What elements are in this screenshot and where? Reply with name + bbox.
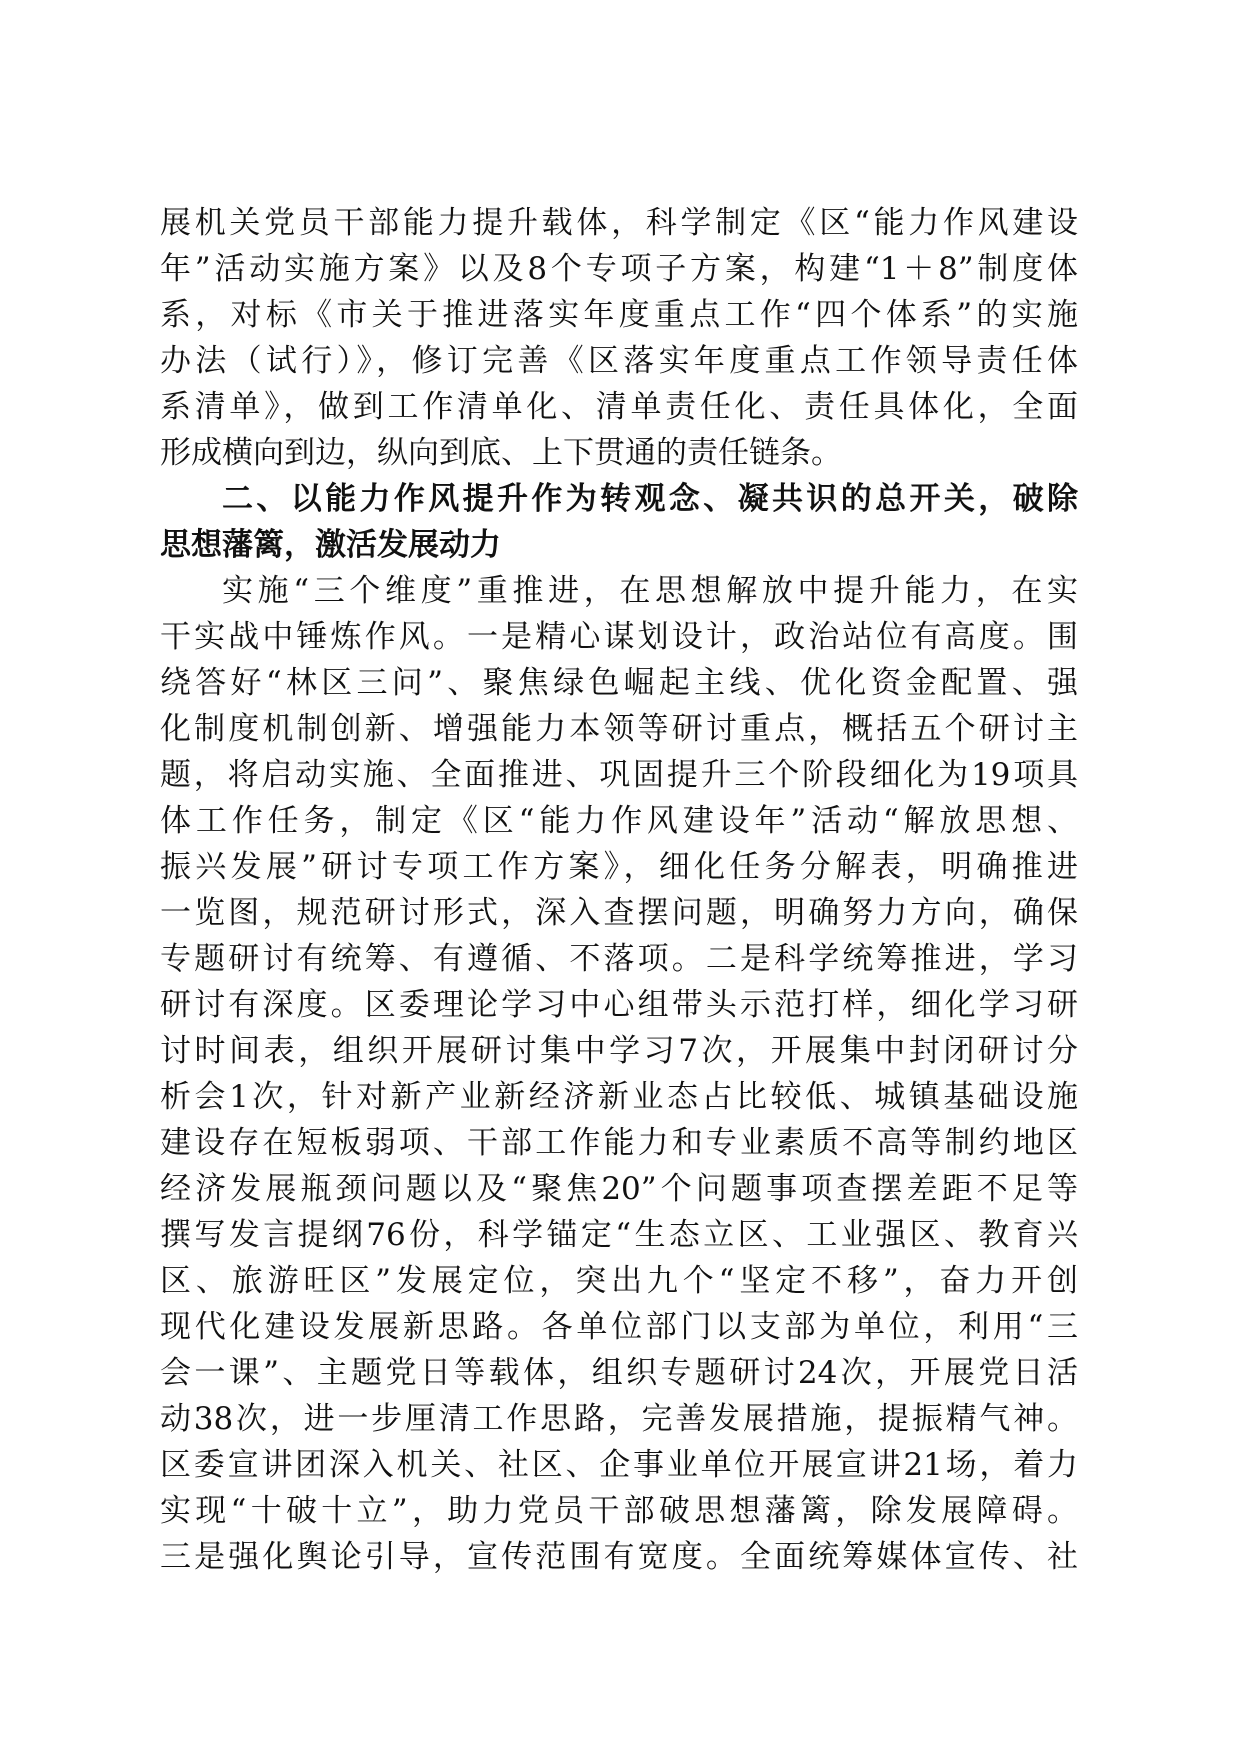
document-body xyxy=(160,200,1078,1580)
paragraph-line: 系清单》，做到工作清单化、清单责任化、责任具体化，全面 xyxy=(160,389,1078,425)
paragraph-line: 年”活动实施方案》以及8个专项子方案，构建“1＋8”制度体 xyxy=(160,251,1078,287)
paragraph-line: 区委宣讲团深入机关、社区、企事业单位开展宣讲21场，着力 xyxy=(160,1447,1078,1483)
paragraph-line: 撰写发言提纲76份，科学锚定“生态立区、工业强区、教育兴 xyxy=(160,1217,1078,1253)
paragraph-line: 题，将启动实施、全面推进、巩固提升三个阶段细化为19项具 xyxy=(160,757,1078,793)
heading-line: 思想藩篱，激活发展动力 xyxy=(160,527,501,563)
paragraph-line: 会一课”、主题党日等载体，组织专题研讨24次，开展党日活 xyxy=(160,1355,1078,1391)
paragraph-line: 动38次，进一步厘清工作思路，完善发展措施，提振精气神。 xyxy=(160,1401,1078,1437)
paragraph-line: 一览图，规范研讨形式，深入查摆问题，明确努力方向，确保 xyxy=(160,895,1078,931)
paragraph-line: 研讨有深度。区委理论学习中心组带头示范打样，细化学习研 xyxy=(160,987,1078,1023)
paragraph-line: 体工作任务，制定《区“能力作风建设年”活动“解放思想、 xyxy=(160,803,1078,839)
paragraph-line: 化制度机制创新、增强能力本领等研讨重点，概括五个研讨主 xyxy=(160,711,1078,747)
paragraph-line: 现代化建设发展新思路。各单位部门以支部为单位，利用“三 xyxy=(160,1309,1078,1345)
paragraph-line: 展机关党员干部能力提升载体，科学制定《区“能力作风建设 xyxy=(160,205,1078,241)
paragraph-2 xyxy=(160,568,1078,1580)
paragraph-line: 经济发展瓶颈问题以及“聚焦20”个问题事项查摆差距不足等 xyxy=(160,1171,1078,1207)
paragraph-line: 形成横向到边，纵向到底、上下贯通的责任链条。 xyxy=(160,435,842,471)
heading-line: 二、以能力作风提升作为转观念、凝共识的总开关，破除 xyxy=(222,481,1078,517)
paragraph-line: 讨时间表，组织开展研讨集中学习7次，开展集中封闭研讨分 xyxy=(160,1033,1078,1069)
paragraph-line: 办法（试行）》，修订完善《区落实年度重点工作领导责任体 xyxy=(160,343,1078,379)
paragraph-line: 区、旅游旺区”发展定位，突出九个“坚定不移”，奋力开创 xyxy=(160,1263,1078,1299)
paragraph-line: 三是强化舆论引导，宣传范围有宽度。全面统筹媒体宣传、社 xyxy=(160,1539,1078,1575)
paragraph-line: 绕答好“林区三问”、聚焦绿色崛起主线、优化资金配置、强 xyxy=(160,665,1078,701)
paragraph-line: 振兴发展”研讨专项工作方案》，细化任务分解表，明确推进 xyxy=(160,849,1078,885)
paragraph-line: 建设存在短板弱项、干部工作能力和专业素质不高等制约地区 xyxy=(160,1125,1078,1161)
paragraph-1 xyxy=(160,200,1078,476)
paragraph-line: 专题研讨有统筹、有遵循、不落项。二是科学统筹推进，学习 xyxy=(160,941,1078,977)
section-heading-2 xyxy=(160,476,1078,568)
paragraph-line: 实施“三个维度”重推进，在思想解放中提升能力，在实 xyxy=(222,573,1078,609)
paragraph-line: 析会1次，针对新产业新经济新业态占比较低、城镇基础设施 xyxy=(160,1079,1078,1115)
paragraph-line: 干实战中锤炼作风。一是精心谋划设计，政治站位有高度。围 xyxy=(160,619,1078,655)
paragraph-line: 系，对标《市关于推进落实年度重点工作“四个体系”的实施 xyxy=(160,297,1078,333)
paragraph-line: 实现“十破十立”，助力党员干部破思想藩篱，除发展障碍。 xyxy=(160,1493,1078,1529)
